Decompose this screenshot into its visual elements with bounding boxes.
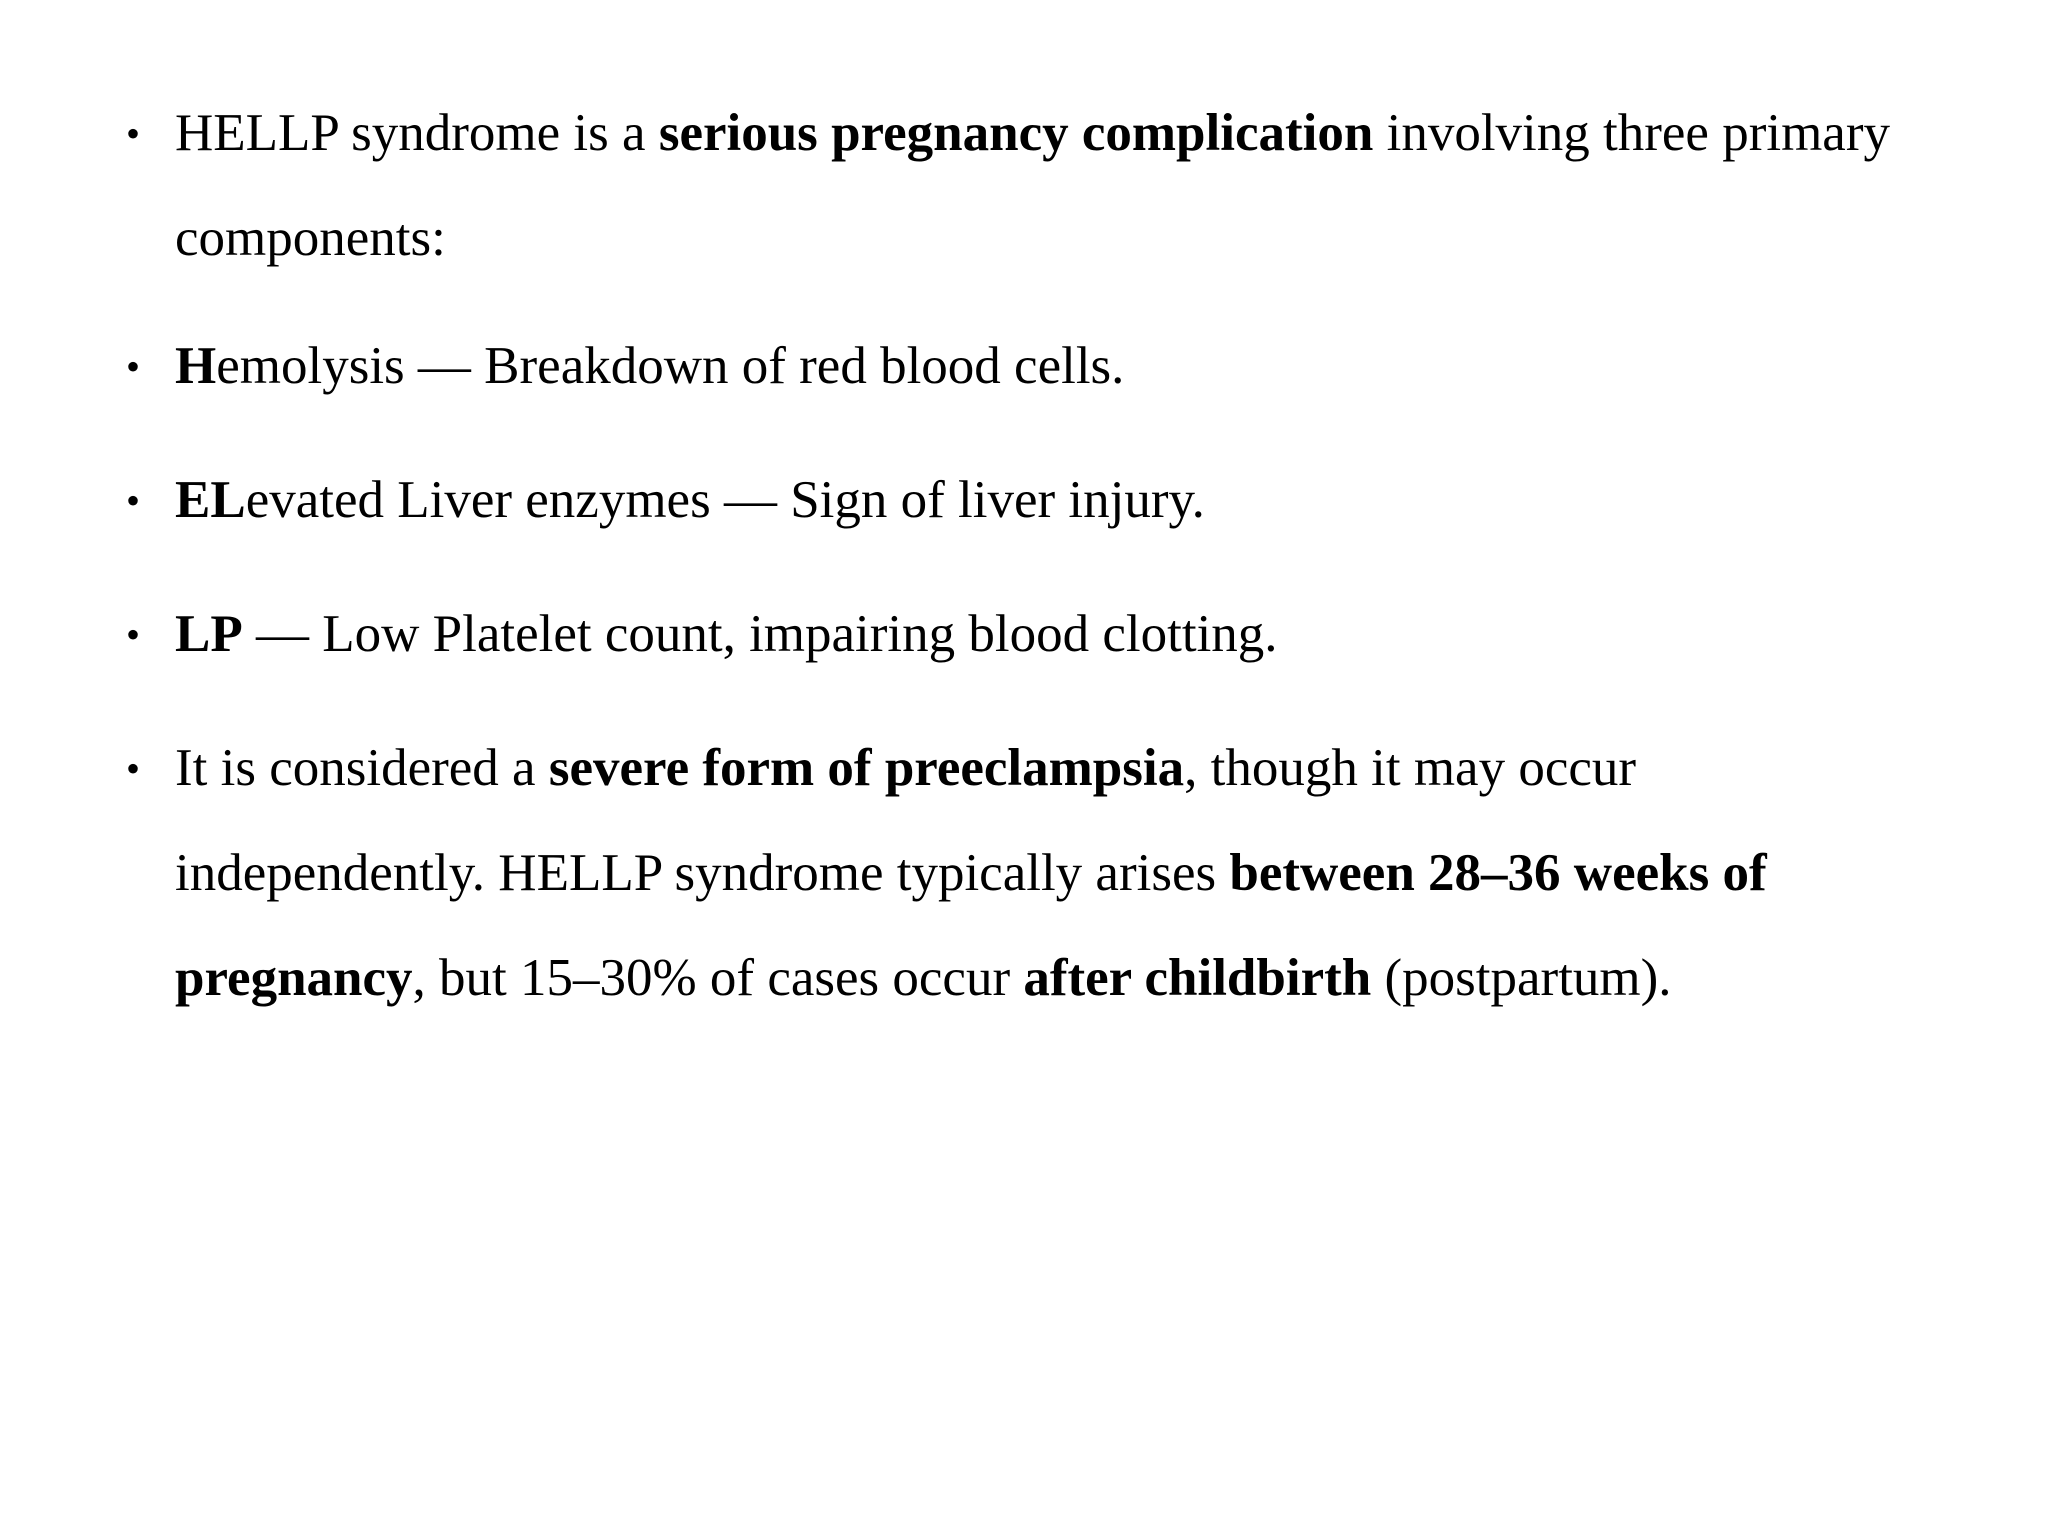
bullet-item-elevated-liver-enzymes (126, 448, 1935, 553)
bullet-text (175, 739, 1767, 1007)
text-segment: involving three primary components: (175, 104, 1890, 267)
text-segment-bold: severe form of preeclampsia (548, 739, 1185, 797)
bullet-item-hemolysis (126, 314, 1935, 419)
text-segment-bold: H (175, 337, 217, 395)
text-segment-bold: LP (175, 605, 243, 663)
bullet-text (175, 337, 1124, 395)
text-segment-bold: EL (175, 471, 246, 529)
text-segment-bold: between 28–36 weeks of pregnancy (175, 844, 1767, 1007)
text-segment: — Low Platelet count, impairing blood clotting. (242, 605, 1278, 663)
bullet-item-preeclampsia (126, 716, 1935, 1031)
bullet-dot-icon: • (126, 612, 141, 657)
text-segment: HELLP syndrome is a (175, 104, 659, 162)
bullet-dot-icon: • (126, 111, 141, 156)
bullet-item-low-platelet (126, 582, 1935, 687)
text-segment-bold: after childbirth (1023, 949, 1372, 1007)
text-segment: (postpartum). (1371, 949, 1672, 1007)
bullet-dot-icon: • (126, 746, 141, 791)
text-segment: It is considered a (175, 739, 549, 797)
bullet-text (175, 471, 1205, 529)
text-segment: , though it may occur independently. HELLP syndrome typically arises (175, 739, 1637, 902)
text-segment-bold: serious pregnancy complication (658, 104, 1374, 162)
bullet-text (175, 605, 1278, 663)
text-segment: emolysis — Breakdown of red blood cells. (216, 337, 1125, 395)
bullet-dot-icon: • (126, 478, 141, 523)
bullet-item-definition (126, 81, 1935, 291)
bullet-text (175, 104, 1890, 267)
bullet-dot-icon: • (126, 344, 141, 389)
text-segment: , but 15–30% of cases occur (412, 949, 1024, 1007)
text-segment: evated Liver enzymes — Sign of liver injury. (245, 471, 1205, 529)
